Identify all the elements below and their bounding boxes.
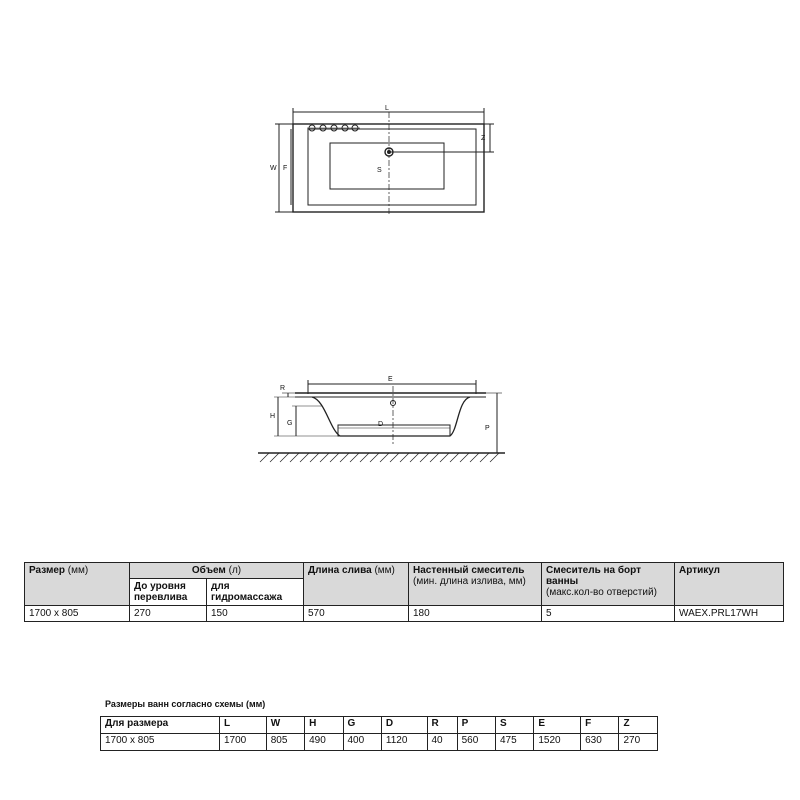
dims-cell: 40 — [427, 734, 457, 751]
dims-header: S — [495, 717, 533, 734]
header-rim-mixer: Смеситель на борт ванны (макс.кол-во отверстий) — [542, 563, 675, 606]
floor-hatch — [260, 453, 499, 462]
cell-vol-overflow: 270 — [130, 606, 207, 622]
dims-header: L — [220, 717, 267, 734]
cell-article: WAEX.PRL17WH — [675, 606, 784, 622]
dims-header: W — [266, 717, 304, 734]
spec-table-header-row — [25, 563, 784, 579]
dims-header: H — [305, 717, 343, 734]
label-E: E — [388, 376, 393, 383]
cell-size: 1700 x 805 — [25, 606, 130, 622]
dims-cell: 490 — [305, 734, 343, 751]
dims-cell: 1120 — [381, 734, 427, 751]
dims-header: G — [343, 717, 381, 734]
dims-header: R — [427, 717, 457, 734]
label-H: H — [270, 413, 276, 420]
header-vol-hydro: для гидромассажа — [207, 579, 304, 606]
dims-header: Z — [619, 717, 658, 734]
header-vol-overflow: До уровня перевлива — [130, 579, 207, 606]
dims-header: Для размера — [101, 717, 220, 734]
label-F: F — [283, 165, 288, 172]
dims-cell: 805 — [266, 734, 304, 751]
header-volume: Объем (л) — [130, 563, 304, 579]
label-L: L — [385, 105, 389, 112]
dims-cell: 475 — [495, 734, 533, 751]
dims-header: F — [581, 717, 619, 734]
cell-vol-hydro: 150 — [207, 606, 304, 622]
dims-table-caption: Размеры ванн согласно схемы (мм) — [105, 699, 266, 709]
side-view — [258, 380, 505, 453]
header-size: Размер (мм) — [25, 563, 130, 606]
dims-cell: 400 — [343, 734, 381, 751]
dims-cell: 1520 — [534, 734, 581, 751]
header-article: Артикул — [675, 563, 784, 606]
label-W: W — [270, 165, 277, 172]
cell-wall-mixer: 180 — [409, 606, 542, 622]
label-S: S — [377, 167, 382, 174]
dims-header: E — [534, 717, 581, 734]
dims-cell: 1700 x 805 — [101, 734, 220, 751]
dims-cell: 630 — [581, 734, 619, 751]
tap-holes — [307, 125, 360, 131]
label-G: G — [287, 420, 293, 427]
dims-table — [100, 716, 658, 751]
spec-table-row — [25, 606, 784, 622]
dims-header: P — [457, 717, 495, 734]
dims-cell: 560 — [457, 734, 495, 751]
dims-cell: 270 — [619, 734, 658, 751]
label-R: R — [280, 385, 286, 392]
header-drain-length: Длина слива (мм) — [304, 563, 409, 606]
cell-drain: 570 — [304, 606, 409, 622]
dims-header: D — [381, 717, 427, 734]
dims-table-row — [101, 734, 658, 751]
dims-table-header-row — [101, 717, 658, 734]
top-view — [275, 108, 494, 216]
cell-rim-mixer: 5 — [542, 606, 675, 622]
label-P: P — [485, 425, 490, 432]
label-D: D — [378, 421, 384, 428]
dims-cell: 1700 — [220, 734, 267, 751]
label-Z: Z — [481, 135, 486, 142]
header-wall-mixer: Настенный смеситель (мин. длина излива, мм) — [409, 563, 542, 606]
spec-table — [24, 562, 784, 622]
